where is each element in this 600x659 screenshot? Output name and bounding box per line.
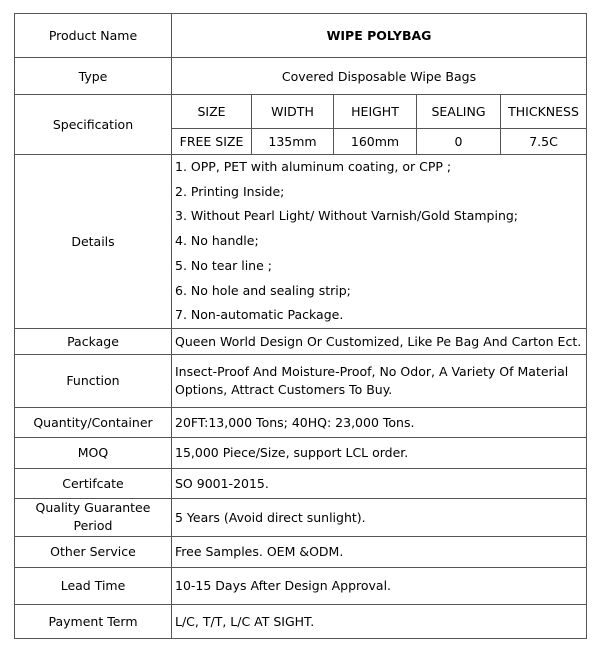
lead-time-label: Lead Time [15,567,172,604]
spec-value-sealing: 0 [417,129,501,155]
row-certificate [15,468,587,498]
type-label: Type [15,58,172,95]
details-line: 2. Printing Inside; [175,183,285,199]
spec-header-height: HEIGHT [334,95,417,129]
spec-header-size: SIZE [172,95,252,129]
lead-time-value: 10-15 Days After Design Approval. [172,567,587,604]
product-name-label: Product Name [15,14,172,58]
details-line: 3. Without Pearl Light/ Without Varnish/Gold Stamping; [175,208,519,224]
details-line: 1. OPP, PET with aluminum coating, or CPP ; [175,159,452,174]
row-details [15,155,587,329]
type-value: Covered Disposable Wipe Bags [172,58,587,95]
spec-header-sealing: SEALING [417,95,501,129]
spec-header-thickness: THICKNESS [501,95,587,129]
certificate-label: Certifcate [15,468,172,498]
details-line: 5. No tear line ; [175,257,272,273]
payment-term-label: Payment Term [15,604,172,638]
quality-guarantee-label: Quality Guarantee Period [15,498,172,536]
package-label: Package [15,328,172,354]
row-moq [15,437,587,468]
row-quantity-container [15,407,587,437]
function-value: Insect-Proof And Moisture-Proof, No Odor, A Variety Of Material Options, Attract Customers To Buy. [172,354,587,407]
moq-label: MOQ [15,437,172,468]
details-line: 7. Non-automatic Package. [175,307,344,323]
specification-label: Specification [15,95,172,155]
details-line: 6. No hole and sealing strip; [175,282,351,298]
quantity-container-value: 20FT:13,000 Tons; 40HQ: 23,000 Tons. [172,407,587,437]
spec-value-size: FREE SIZE [172,129,252,155]
package-value: Queen World Design Or Customized, Like Pe Bag And Carton Ect. [172,328,587,354]
row-other-service [15,536,587,567]
function-label: Function [15,354,172,407]
spec-value-width: 135mm [252,129,334,155]
details-line: 4. No handle; [175,233,259,249]
other-service-label: Other Service [15,536,172,567]
other-service-value: Free Samples. OEM &ODM. [172,536,587,567]
row-package [15,328,587,354]
details-label: Details [15,155,172,329]
row-specification-headers [15,95,587,129]
spec-value-thickness: 7.5C [501,129,587,155]
product-name-value: WIPE POLYBAG [172,14,587,58]
row-product-name [15,14,587,58]
row-function [15,354,587,407]
product-spec-table [14,13,587,639]
spec-value-height: 160mm [334,129,417,155]
row-type [15,58,587,95]
certificate-value: SO 9001-2015. [172,468,587,498]
spec-header-width: WIDTH [252,95,334,129]
quality-guarantee-value: 5 Years (Avoid direct sunlight). [172,498,587,536]
details-value [172,155,587,329]
row-quality-guarantee [15,498,587,536]
payment-term-value: L/C, T/T, L/C AT SIGHT. [172,604,587,638]
quantity-container-label: Quantity/Container [15,407,172,437]
row-payment-term [15,604,587,638]
row-lead-time [15,567,587,604]
moq-value: 15,000 Piece/Size, support LCL order. [172,437,587,468]
